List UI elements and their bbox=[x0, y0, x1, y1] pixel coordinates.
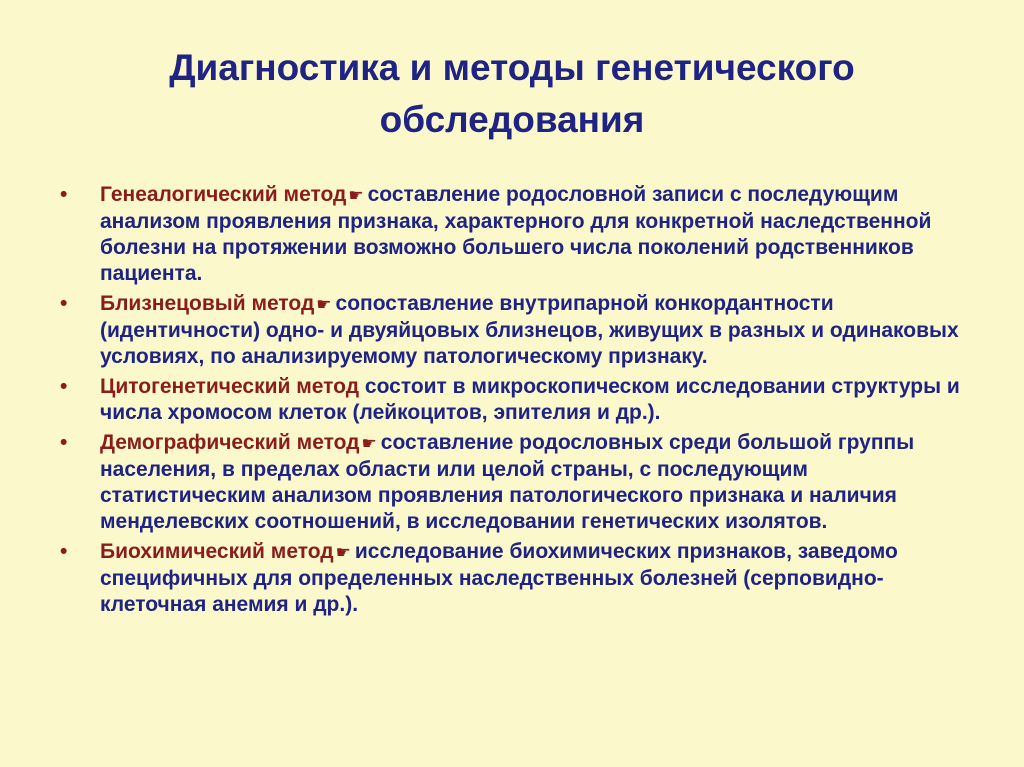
pointing-hand-icon: ☛ bbox=[316, 295, 332, 315]
method-term: Цитогенетический метод bbox=[100, 375, 360, 398]
method-description: состоит в микроскопическом исследовании структуры и числа хромосом клеток (лейкоцитов, эпителия и др.). bbox=[100, 375, 960, 424]
methods-list bbox=[58, 182, 978, 622]
method-term: Близнецовый метод bbox=[100, 292, 315, 315]
slide-title-line-1: Диагностика и методы генетического bbox=[169, 47, 855, 88]
pointing-hand-icon: ☛ bbox=[348, 186, 364, 206]
bullet-icon: • bbox=[60, 183, 68, 206]
method-twin bbox=[58, 291, 978, 370]
method-description: сопоставление внутрипарной конкордантности (идентичности) одно- и двуяйцовых близнецов, живущих в разных и одинаковых условиях, по анализируемому патологическому признаку. bbox=[100, 292, 959, 368]
bullet-icon: • bbox=[60, 431, 68, 454]
method-term: Демографический метод bbox=[100, 431, 360, 454]
bullet-icon: • bbox=[60, 375, 68, 398]
method-description: исследование биохимических признаков, заведомо специфичных для определенных наследственных болезней (серповидно-клеточная анемия и др.). bbox=[100, 540, 898, 616]
method-cytogenetic bbox=[58, 374, 978, 426]
method-description: составление родословной записи с последующим анализом проявления признака, характерного для конкретной наследственной болезни на протяжении возможно большего числа поколений родственников пациента. bbox=[100, 183, 932, 285]
bullet-icon: • bbox=[60, 292, 68, 315]
pointing-hand-icon: ☛ bbox=[335, 543, 351, 563]
method-description: составление родословных среди большой группы населения, в пределах области или целой страны, с последующим статистическим анализом проявления патологического признака и наличия менделевских соотношений, в исследовании генетических изолятов. bbox=[100, 431, 915, 533]
method-biochemical bbox=[58, 539, 978, 618]
method-genealogical bbox=[58, 182, 978, 287]
method-term: Генеалогический метод bbox=[100, 183, 347, 206]
pointing-hand-icon: ☛ bbox=[361, 434, 377, 454]
method-demographic bbox=[58, 430, 978, 535]
slide-title-line-2: обследования bbox=[379, 99, 645, 140]
method-term: Биохимический метод bbox=[100, 540, 334, 563]
slide-title bbox=[60, 42, 964, 146]
bullet-icon: • bbox=[60, 540, 68, 563]
